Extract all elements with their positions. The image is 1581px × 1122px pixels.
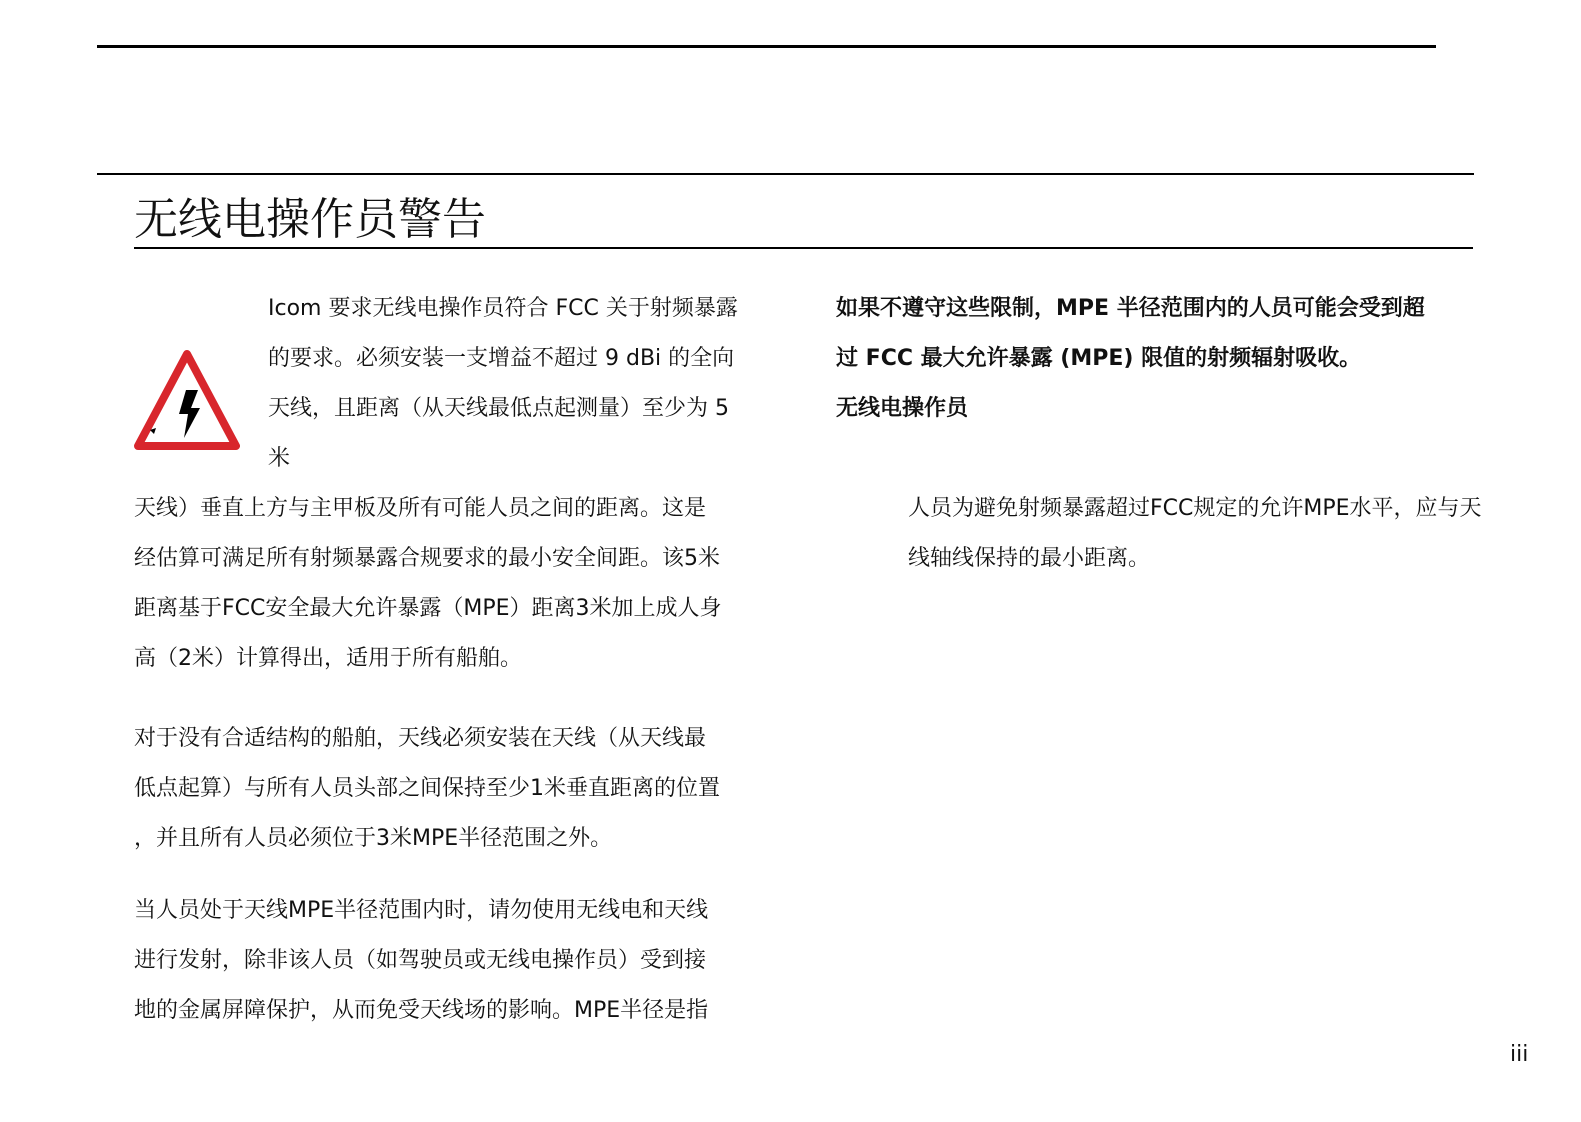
paragraph3-line-1: 当人员处于天线MPE半径范围内时，请勿使用无线电和天线: [134, 898, 709, 923]
paragraph3-line-2: 进行发射，除非该人员（如驾驶员或无线电操作员）受到接: [134, 948, 707, 973]
paragraph1-line-3: 距离基于FCC安全最大允许暴露（MPE）距离3米加上成人身: [134, 596, 722, 621]
paragraph2-line-1: 对于没有合适结构的船舶，天线必须安装在天线（从天线最: [134, 726, 707, 751]
high-voltage-warning-icon: [134, 348, 240, 452]
intro-line-4: 米: [268, 446, 291, 471]
subheading: 无线电操作员: [836, 396, 969, 421]
intro-line-2: 的要求。必须安装一支增益不超过 9 dBi 的全向: [268, 346, 735, 371]
paragraph1-line-1: 天线）垂直上方与主甲板及所有可能人员之间的距离。这是: [134, 496, 707, 521]
section-title: 无线电操作员警告: [134, 194, 486, 245]
paragraph2-line-3: ，并且所有人员必须位于3米MPE半径范围之外。: [134, 826, 613, 851]
right-body-line-1: 人员为避免射频暴露超过FCC规定的允许MPE水平，应与天: [908, 496, 1482, 521]
page-number: iii: [1510, 1042, 1529, 1067]
header-top-rule: [97, 45, 1436, 48]
title-underline: [134, 247, 1473, 249]
header-bottom-rule: [97, 173, 1474, 175]
warning-bold-line-1: 如果不遵守这些限制，MPE 半径范围内的人员可能会受到超: [836, 296, 1425, 321]
paragraph1-line-2: 经估算可满足所有射频暴露合规要求的最小安全间距。该5米: [134, 546, 720, 571]
paragraph3-line-3: 地的金属屏障保护，从而免受天线场的影响。MPE半径是指: [134, 998, 709, 1023]
intro-line-3: 天线，且距离（从天线最低点起测量）至少为 5: [268, 396, 729, 421]
right-body-line-2: 线轴线保持的最小距离。: [908, 546, 1151, 571]
paragraph2-line-2: 低点起算）与所有人员头部之间保持至少1米垂直距离的位置: [134, 776, 720, 801]
warning-bold-line-2: 过 FCC 最大允许暴露 (MPE) 限值的射频辐射吸收。: [836, 346, 1362, 371]
paragraph1-line-4: 高（2米）计算得出，适用于所有船舶。: [134, 646, 522, 671]
intro-line-1: Icom 要求无线电操作员符合 FCC 关于射频暴露: [268, 296, 738, 321]
